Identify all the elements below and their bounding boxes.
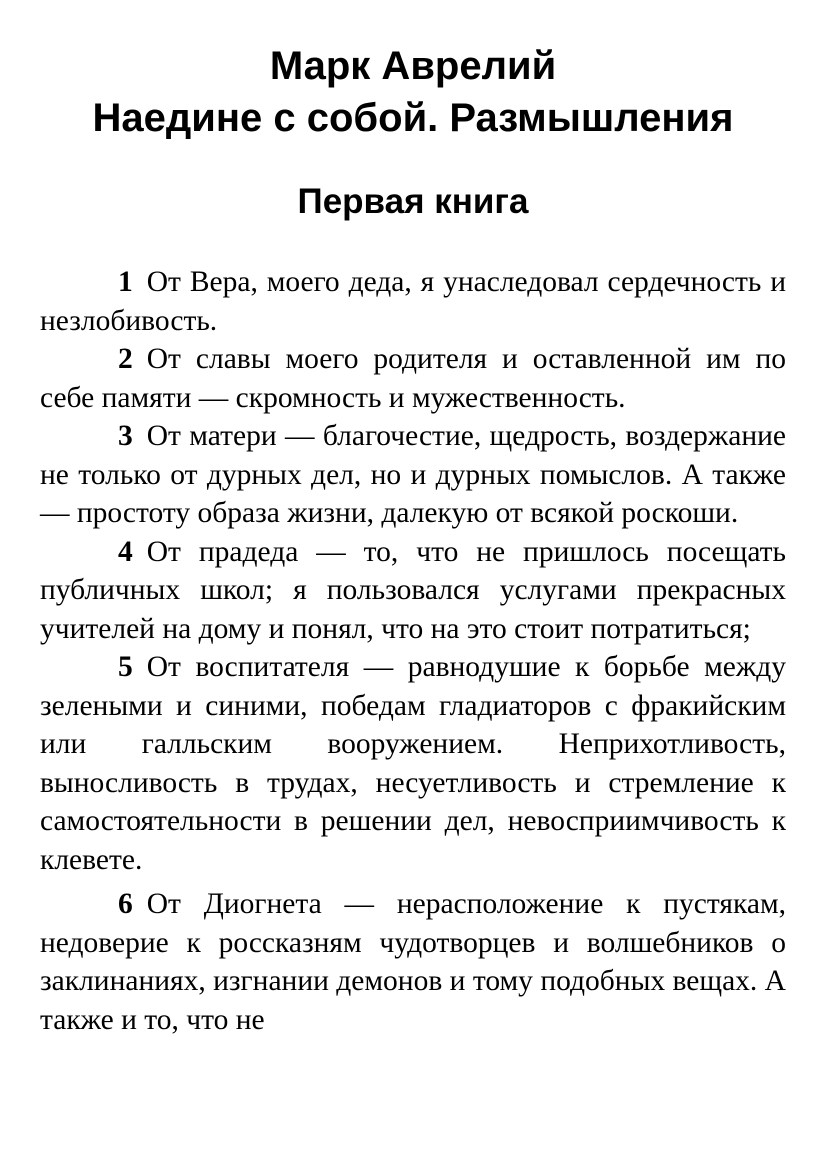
paragraph-text: От славы моего родителя и оставленной им по себе памяти — скромность и мужественность. <box>40 343 786 414</box>
paragraph-number: 5 <box>118 651 133 683</box>
book-heading: Первая книга <box>297 182 529 221</box>
paragraph <box>40 533 786 649</box>
paragraph <box>40 648 786 879</box>
paragraph-number: 1 <box>118 266 133 298</box>
paragraph <box>40 263 786 340</box>
paragraph-text: От воспитателя — равнодушие к борьбе между зелеными и синими, победам гладиаторов с фракийским или галльским вооружением. Неприхотливость, выносливость в трудах, несуетливость и стремление к самостоятельности в решении дел, невосприимчивость к клевете. <box>40 651 786 876</box>
document-page <box>40 0 786 1166</box>
paragraph-number: 2 <box>118 343 133 375</box>
paragraph-text: От матери — благочестие, щедрость, воздержание не только от дурных дел, но и дурных помыслов. А также — простоту образа жизни, далекую от всякой роскоши. <box>40 420 786 529</box>
paragraph-text: От прадеда — то, что не пришлось посещать публичных школ; я пользовался услугами прекрасных учителей на дому и понял, что на это стоит потратиться; <box>40 535 786 645</box>
book-title: Наедине с собой. Размышления <box>92 96 734 140</box>
paragraph <box>40 417 786 533</box>
paragraph-number: 6 <box>118 888 133 920</box>
paragraph <box>40 885 786 1039</box>
paragraph-number: 3 <box>118 420 133 452</box>
author-name: Марк Аврелий <box>269 44 557 88</box>
paragraph <box>40 340 786 417</box>
paragraph-text: От Диогнета — нерасположение к пустякам, недоверие к россказням чудотворцев и волшебников о заклинаниях, изгнании демонов и тому подобных вещах. А также и то, что не <box>40 888 786 1036</box>
paragraph-text: От Вера, моего деда, я унаследовал сердечность и незлобивость. <box>40 266 786 337</box>
body-text <box>40 263 786 1039</box>
paragraph-number: 4 <box>118 535 133 568</box>
